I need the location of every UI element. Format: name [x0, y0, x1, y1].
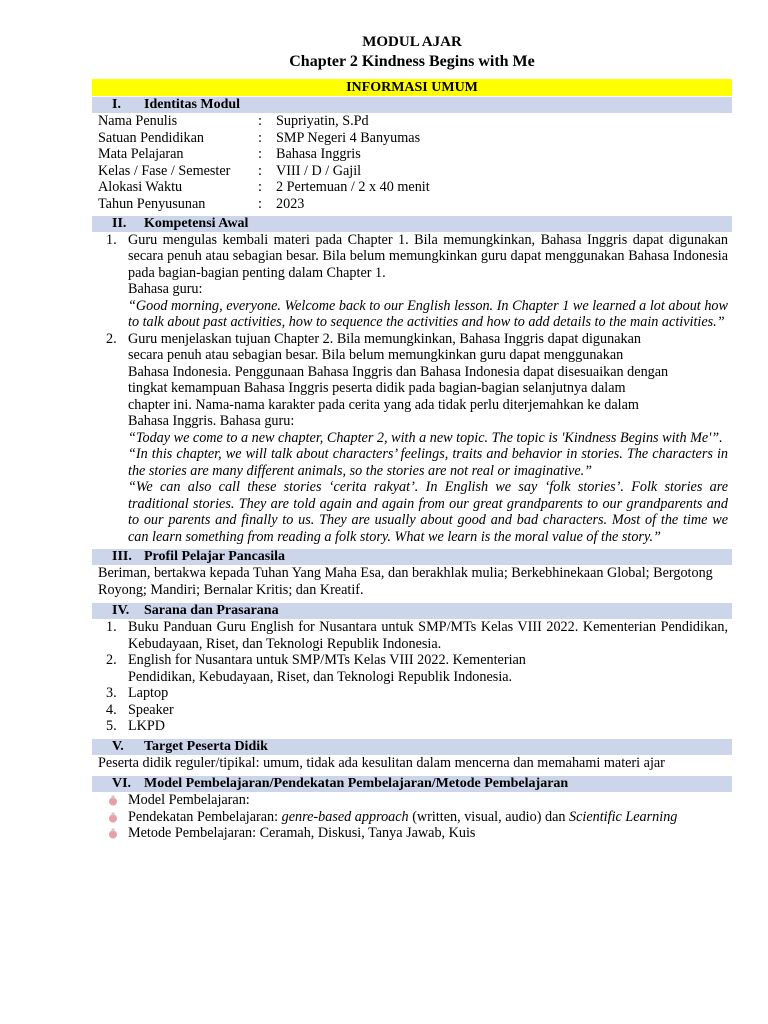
section-label: Model Pembelajaran/Pendekatan Pembelajaran/Metode Pembelajaran — [144, 776, 569, 792]
section-number: V. — [112, 738, 124, 754]
target-text: Peserta didik reguler/tipikal: umum, tidak ada kesulitan dalam mencerna dan memahami materi ajar — [98, 754, 665, 771]
paragraph-line: chapter ini. Nama-nama karakter pada cerita yang ada tidak perlu diterjemahkan ke dalam — [128, 396, 639, 413]
section-sarana-prasarana — [92, 602, 732, 619]
section-kompetensi-awal — [92, 215, 732, 232]
section-profil-pelajar — [92, 548, 732, 565]
section-number: II. — [112, 215, 127, 231]
section-number: III. — [112, 549, 132, 565]
bullet-icon — [108, 795, 118, 806]
section-label: Identitas Modul — [144, 97, 241, 112]
paragraph: Guru mengulas kembali materi pada Chapter 1. Bila memungkinkan, Bahasa Inggris dapat digunakan secara penuh atau sebagian besar. Bila belum memungkinkan guru dapat menggunakan Bahasa Indonesia pada bagian-bagian penting dalam Chapter 1. — [128, 231, 728, 281]
identitas-row: Mata Pelajaran : Bahasa Inggris — [98, 146, 361, 163]
kompetensi-list — [92, 232, 732, 546]
identitas-row: Nama Penulis : Supriyatin, S.Pd — [98, 113, 369, 129]
profil-text: Beriman, bertakwa kepada Tuhan Yang Maha Esa, dan berakhlak mulia; Berkebhinekaan Global; Bergotong Royong; Mandiri; Bernalar Kritis; dan Kreatif. — [98, 565, 713, 598]
document-page — [92, 32, 732, 842]
list-item: 4. Speaker — [106, 701, 174, 718]
list-item: Pendekatan Pembelajaran: genre-based approach (written, visual, audio) dan Scientific Learning — [92, 809, 732, 826]
teacher-quote: “In this chapter, we will talk about characters’ feelings, traits and behavior in stories. The characters in the stories are many different animals, so the stories are not real or imaginative.” — [128, 446, 728, 479]
list-item: Model Pembelajaran: — [92, 792, 732, 809]
identitas-row: Alokasi Waktu : 2 Pertemuan / 2 x 40 menit — [98, 179, 430, 196]
section-label: Kompetensi Awal — [144, 215, 249, 231]
identitas-row: Tahun Penyusunan : 2023 — [98, 195, 305, 212]
paragraph-line: secara penuh atau sebagian besar. Bila belum memungkinkan guru dapat menggunakan — [128, 347, 624, 364]
informasi-umum-banner: INFORMASI UMUM — [92, 79, 732, 96]
sarana-list — [92, 619, 732, 735]
label-text: Bahasa guru: — [128, 281, 203, 298]
list-item: 3. Laptop — [106, 685, 169, 702]
identitas-table — [92, 113, 732, 213]
list-item: Metode Pembelajaran: Ceramah, Diskusi, Tanya Jawab, Kuis — [92, 825, 732, 842]
paragraph-line: Bahasa Indonesia. Penggunaan Bahasa Inggris dan Bahasa Indonesia dapat disesuaikan dengan — [128, 363, 669, 380]
section-number: VI. — [112, 776, 132, 792]
section-target-peserta — [92, 738, 732, 755]
list-item: 5. LKPD — [106, 718, 166, 735]
section-model-pembelajaran — [92, 775, 732, 792]
model-list — [92, 792, 732, 842]
paragraph-line: Bahasa Inggris. Bahasa guru: — [128, 413, 295, 430]
teacher-quote: “Today we come to a new chapter, Chapter 2, with a new topic. The topic is 'Kindness Begins with Me'”. — [128, 429, 723, 446]
section-number: IV. — [112, 603, 130, 619]
teacher-quote: “We can also call these stories ‘cerita rakyat’. In English we say ‘folk stories’. Folk stories are traditional stories. They are told again and again from our great grandparents to our grandparents and to our parents and finally to us. They are usually about good and bad characters. Most of the time we can learn something from reading a folk story. What we learn is the moral value of the story.” — [128, 479, 728, 545]
section-number: I. — [112, 97, 121, 112]
identitas-row: Satuan Pendidikan : SMP Negeri 4 Banyumas — [98, 129, 421, 146]
section-label: Target Peserta Didik — [144, 738, 268, 754]
section-label: Profil Pelajar Pancasila — [144, 549, 286, 565]
section-label: Sarana dan Prasarana — [144, 603, 279, 619]
list-item: 2. English for Nusantara untuk SMP/MTs Kelas VIII 2022. Kementerian Pendidikan, Kebudayaan, Riset, dan Teknologi Republik Indonesia. — [106, 652, 526, 685]
doc-subtitle: Chapter 2 Kindness Begins with Me — [289, 53, 535, 70]
identitas-row: Kelas / Fase / Semester : VIII / D / Gajil — [98, 162, 362, 179]
list-item: 1. Buku Panduan Guru English for Nusantara untuk SMP/MTs Kelas VIII 2022. Kementerian Pendidikan, Kebudayaan, Riset, dan Teknologi Republik Indonesia. — [106, 619, 728, 652]
bullet-icon — [108, 828, 118, 839]
paragraph-line: tingkat kemampuan Bahasa Inggris peserta didik pada bagian-bagian selanjutnya dalam — [128, 380, 626, 397]
teacher-quote: “Good morning, everyone. Welcome back to our English lesson. In Chapter 1 we learned a lot about how to talk about past activities, how to sequence the activities and how to add details to the main activities.” — [128, 297, 728, 331]
paragraph-line: Guru menjelaskan tujuan Chapter 2. Bila memungkinkan, Bahasa Inggris dapat digunakan — [128, 330, 641, 347]
list-item: 1. Guru mengulas kembali materi pada Chapter 1. Bila memungkinkan, Bahasa Inggris dapat digunakan secara penuh atau sebagian besar. Bila belum memungkinkan guru dapat menggunakan Bahasa Indonesia pada bagian-bagian penting dalam Chapter 1. Bahasa guru: “Good morning, everyone. Welcome back to our English lesson. In Chapter 1 we learned a lot about how to talk about past activities, how to sequence the activities and how to add details to the main activities.” — [106, 231, 728, 331]
list-item: 2. Guru menjelaskan tujuan Chapter 2. Bila memungkinkan, Bahasa Inggris dapat digunakan secara penuh atau sebagian besar. Bila belum memungkinkan guru dapat menggunakan Bahasa Indonesia. Penggunaan Bahasa Inggris dan Bahasa Indonesia dapat disesuaikan dengan tingkat kemampuan Bahasa Inggris peserta didik pada bagian-bagian selanjutnya dalam chapter ini. Nama-nama karakter pada cerita yang ada tidak perlu diterjemahkan ke dalam Bahasa Inggris. Bahasa guru: “Today we come to a new chapter, Chapter 2, with a new topic. The topic is 'Kindness Begins with Me'”. “In this chapter, we will talk about characters’ feelings, traits and behavior in stories. The characters in the stories are many different animals, so the stories are not real or imaginative.” “We can also call these stories ‘cerita rakyat’. In English we say ‘folk stories’. Folk stories are traditional stories. They are told again and again from our great grandparents to our grandparents and to our parents and finally to us. They are usually about good and bad characters. Most of the time we can learn something from reading a folk story. What we learn is the moral value of the story.” — [106, 330, 728, 545]
section-identitas-modul — [92, 96, 732, 113]
doc-title: MODUL AJAR — [362, 34, 462, 50]
bullet-icon — [108, 812, 118, 823]
